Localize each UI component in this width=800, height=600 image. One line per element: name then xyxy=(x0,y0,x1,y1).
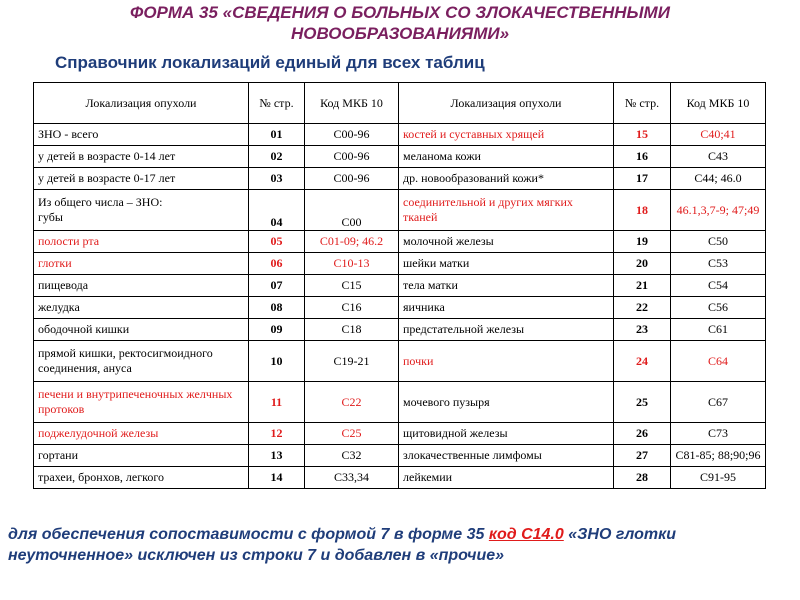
table-row xyxy=(34,341,766,382)
table-row xyxy=(34,445,766,467)
cell-code: С00-96 xyxy=(305,124,399,146)
cell-localization: яичника xyxy=(399,297,614,319)
header-code-right: Код МКБ 10 xyxy=(671,83,766,124)
cell-page: 25 xyxy=(614,382,671,423)
cell-localization: гортани xyxy=(34,445,249,467)
cell-localization: молочной железы xyxy=(399,231,614,253)
cell-page: 02 xyxy=(249,146,305,168)
cell-code: С67 xyxy=(671,382,766,423)
cell-localization: щитовидной железы xyxy=(399,423,614,445)
cell-localization: у детей в возрасте 0-17 лет xyxy=(34,168,249,190)
cell-code: С32 xyxy=(305,445,399,467)
cell-page: 28 xyxy=(614,467,671,489)
cell-localization: шейки матки xyxy=(399,253,614,275)
page-title xyxy=(0,2,800,44)
cell-localization: тела матки xyxy=(399,275,614,297)
cell-localization: поджелудочной железы xyxy=(34,423,249,445)
cell-code: С33,34 xyxy=(305,467,399,489)
cell-page: 15 xyxy=(614,124,671,146)
cell-localization: др. новообразований кожи* xyxy=(399,168,614,190)
cell-code: С56 xyxy=(671,297,766,319)
cell-code: С19-21 xyxy=(305,341,399,382)
cell-code: С16 xyxy=(305,297,399,319)
cell-page: 18 xyxy=(614,190,671,231)
table-row xyxy=(34,275,766,297)
cell-page: 05 xyxy=(249,231,305,253)
cell-page: 03 xyxy=(249,168,305,190)
header-page-right: № стр. xyxy=(614,83,671,124)
cell-localization: прямой кишки, ректосигмоидного соединения, ануса xyxy=(34,341,249,382)
cell-page: 07 xyxy=(249,275,305,297)
cell-page: 10 xyxy=(249,341,305,382)
footnote-code-highlight: код С14.0 xyxy=(488,526,564,543)
table-row xyxy=(34,319,766,341)
cell-code: С61 xyxy=(671,319,766,341)
cell-localization: предстательной железы xyxy=(399,319,614,341)
cell-code: 46.1,3,7-9; 47;49 xyxy=(671,190,766,231)
cell-page: 23 xyxy=(614,319,671,341)
cell-page: 26 xyxy=(614,423,671,445)
cell-localization: меланома кожи xyxy=(399,146,614,168)
cell-code: С81-85; 88;90;96 xyxy=(671,445,766,467)
cell-code: С00 xyxy=(305,190,399,231)
cell-page: 16 xyxy=(614,146,671,168)
cell-page: 17 xyxy=(614,168,671,190)
cell-page: 11 xyxy=(249,382,305,423)
page-subtitle: Справочник локализаций единый для всех таблиц xyxy=(55,53,485,72)
cell-page: 27 xyxy=(614,445,671,467)
cell-page: 14 xyxy=(249,467,305,489)
cell-page: 20 xyxy=(614,253,671,275)
cell-code: С00-96 xyxy=(305,168,399,190)
cell-code: С44; 46.0 xyxy=(671,168,766,190)
cell-localization xyxy=(34,190,249,231)
cell-page: 06 xyxy=(249,253,305,275)
cell-page: 12 xyxy=(249,423,305,445)
cell-localization: глотки xyxy=(34,253,249,275)
cell-page: 04 xyxy=(249,190,305,231)
cell-code: С40;41 xyxy=(671,124,766,146)
cell-page: 19 xyxy=(614,231,671,253)
cell-localization: пищевода xyxy=(34,275,249,297)
footnote xyxy=(8,524,798,566)
cell-code: С91-95 xyxy=(671,467,766,489)
cell-code: С73 xyxy=(671,423,766,445)
cell-page: 22 xyxy=(614,297,671,319)
cell-localization: ободочной кишки xyxy=(34,319,249,341)
header-page-left: № стр. xyxy=(249,83,305,124)
cell-code: С22 xyxy=(305,382,399,423)
cell-localization: ЗНО - всего xyxy=(34,124,249,146)
cell-localization: соединительной и других мягких тканей xyxy=(399,190,614,231)
cell-localization: трахеи, бронхов, легкого xyxy=(34,467,249,489)
cell-localization: желудка xyxy=(34,297,249,319)
table-row xyxy=(34,146,766,168)
cell-localization-line-2: губы xyxy=(38,210,63,224)
cell-page: 21 xyxy=(614,275,671,297)
table-row xyxy=(34,231,766,253)
table-row xyxy=(34,253,766,275)
cell-localization: полости рта xyxy=(34,231,249,253)
header-localization-right: Локализация опухоли xyxy=(399,83,614,124)
cell-code: С43 xyxy=(671,146,766,168)
footnote-text-end: «ЗНО глотки неуточненное» исключен из строки 7 и добавлен в «прочие» xyxy=(8,526,677,564)
table-header-row xyxy=(34,83,766,124)
cell-localization: лейкемии xyxy=(399,467,614,489)
cell-code: С25 xyxy=(305,423,399,445)
cell-localization: почки xyxy=(399,341,614,382)
cell-localization: у детей в возрасте 0-14 лет xyxy=(34,146,249,168)
cell-page: 24 xyxy=(614,341,671,382)
title-line-1: ФОРМА 35 «СВЕДЕНИЯ О БОЛЬНЫХ СО ЗЛОКАЧЕСТВЕННЫМИ xyxy=(130,3,670,22)
table-row xyxy=(34,168,766,190)
footnote-text-start: для обеспечения сопоставимости с формой 7 в форме 35 xyxy=(8,526,489,543)
cell-localization: мочевого пузыря xyxy=(399,382,614,423)
table-row xyxy=(34,423,766,445)
cell-code: С50 xyxy=(671,231,766,253)
header-code-left: Код МКБ 10 xyxy=(305,83,399,124)
cell-code: С64 xyxy=(671,341,766,382)
table-row xyxy=(34,382,766,423)
table-row xyxy=(34,297,766,319)
cell-page: 01 xyxy=(249,124,305,146)
header-localization-left: Локализация опухоли xyxy=(34,83,249,124)
table-row xyxy=(34,124,766,146)
cell-code: С00-96 xyxy=(305,146,399,168)
cell-page: 09 xyxy=(249,319,305,341)
cell-localization: печени и внутрипеченочных желчных протоков xyxy=(34,382,249,423)
table-row xyxy=(34,467,766,489)
cell-code: С18 xyxy=(305,319,399,341)
cell-page: 08 xyxy=(249,297,305,319)
cell-page: 13 xyxy=(249,445,305,467)
cell-localization: костей и суставных хрящей xyxy=(399,124,614,146)
cell-code: С53 xyxy=(671,253,766,275)
cell-code: С10-13 xyxy=(305,253,399,275)
cell-code: С54 xyxy=(671,275,766,297)
localization-table xyxy=(33,82,766,489)
table-row xyxy=(34,190,766,231)
cell-code: С01-09; 46.2 xyxy=(305,231,399,253)
cell-localization: злокачественные лимфомы xyxy=(399,445,614,467)
cell-code: С15 xyxy=(305,275,399,297)
title-line-2: НОВООБРАЗОВАНИЯМИ» xyxy=(290,24,510,43)
cell-localization-line-1: Из общего числа – ЗНО: xyxy=(38,195,163,209)
